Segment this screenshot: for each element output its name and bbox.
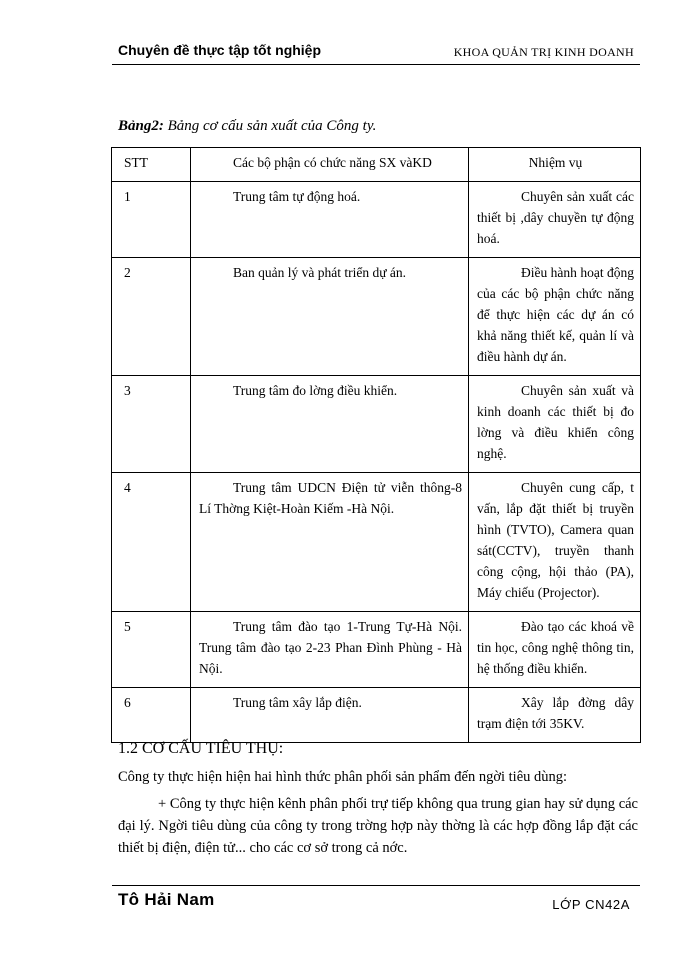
table-row xyxy=(112,473,641,612)
table-caption-text: Bảng cơ cấu sản xuất của Công ty. xyxy=(163,118,377,134)
footer-author: Tô Hải Nam xyxy=(118,890,215,909)
header-title: Chuyên đề thực tập tốt nghiệp xyxy=(118,42,322,58)
table-row xyxy=(112,258,641,376)
header-dept: Các bộ phận có chức năng SX vàKD xyxy=(191,148,469,182)
table-caption xyxy=(118,118,376,135)
section-title: 1.2 CƠ CẤU TIÊU THỤ: xyxy=(118,740,284,757)
row-stt: 3 xyxy=(112,376,191,473)
row-duty: Chuyên cung cấp, t vấn, lắp đặt thiết bị truyền hình (TVTO), Camera quan sát(CCTV), truyền thanh công cộng, hội thảo (PA), Máy chiếu (Projector). xyxy=(469,473,641,612)
footer-divider xyxy=(112,885,640,886)
row-dept: Trung tâm UDCN Điện tử viễn thông-8 Lí Thờng Kiệt-Hoàn Kiếm -Hà Nội. xyxy=(191,473,469,612)
row-stt: 2 xyxy=(112,258,191,376)
paragraph-direct-channel: + Công ty thực hiện kênh phân phối trự tiếp không qua trung gian hay sử dụng các đại lý. Ngời tiêu dùng của công ty trong trờng hợp này thờng là các hợp đồng lắp đặt các thiết bị điện, điện tử... cho các cơ sở trong cả nớc. xyxy=(118,796,638,856)
paragraph-distribution-intro: Công ty thực hiện hiện hai hình thức phân phối sản phẩm đến ngời tiêu dùng: xyxy=(118,769,568,785)
row-dept: Trung tâm đo lờng điều khiển. xyxy=(191,376,469,473)
table-header-row xyxy=(112,148,641,182)
row-dept: Ban quản lý và phát triển dự án. xyxy=(191,258,469,376)
header-divider xyxy=(112,64,640,65)
production-structure-table xyxy=(111,147,641,743)
row-duty: Xây lắp đờng dây trạm điện tới 35KV. xyxy=(469,688,641,743)
row-stt: 5 xyxy=(112,612,191,688)
table-row xyxy=(112,612,641,688)
row-dept: Trung tâm xây lắp điện. xyxy=(191,688,469,743)
footer-class: LỚP CN42A xyxy=(552,897,630,912)
row-dept: Trung tâm tự động hoá. xyxy=(191,182,469,258)
row-duty: Đào tạo các khoá về tin học, công nghệ thông tin, hệ thống điều khiển. xyxy=(469,612,641,688)
header-duty: Nhiệm vụ xyxy=(469,148,641,182)
header-stt: STT xyxy=(112,148,191,182)
header-department: KHOA QUẢN TRỊ KINH DOANH xyxy=(453,45,634,59)
row-dept: Trung tâm đào tạo 1-Trung Tự-Hà Nội. Trung tâm đào tạo 2-23 Phan Đình Phùng - Hà Nội. xyxy=(191,612,469,688)
row-duty: Điều hành hoạt động của các bộ phận chức năng để thực hiện các dự án có khả năng thiết kế, quản lí và điều hành dự án. xyxy=(469,258,641,376)
row-stt: 6 xyxy=(112,688,191,743)
row-stt: 4 xyxy=(112,473,191,612)
row-duty: Chuyên sản xuất và kinh doanh các thiết bị đo lờng và điều khiển công nghệ. xyxy=(469,376,641,473)
row-stt: 1 xyxy=(112,182,191,258)
table-row xyxy=(112,688,641,743)
table-row xyxy=(112,376,641,473)
table-caption-label: Bảng2: xyxy=(118,118,164,134)
row-duty: Chuyên sản xuất các thiết bị ,dây chuyền tự động hoá. xyxy=(469,182,641,258)
table-row xyxy=(112,182,641,258)
